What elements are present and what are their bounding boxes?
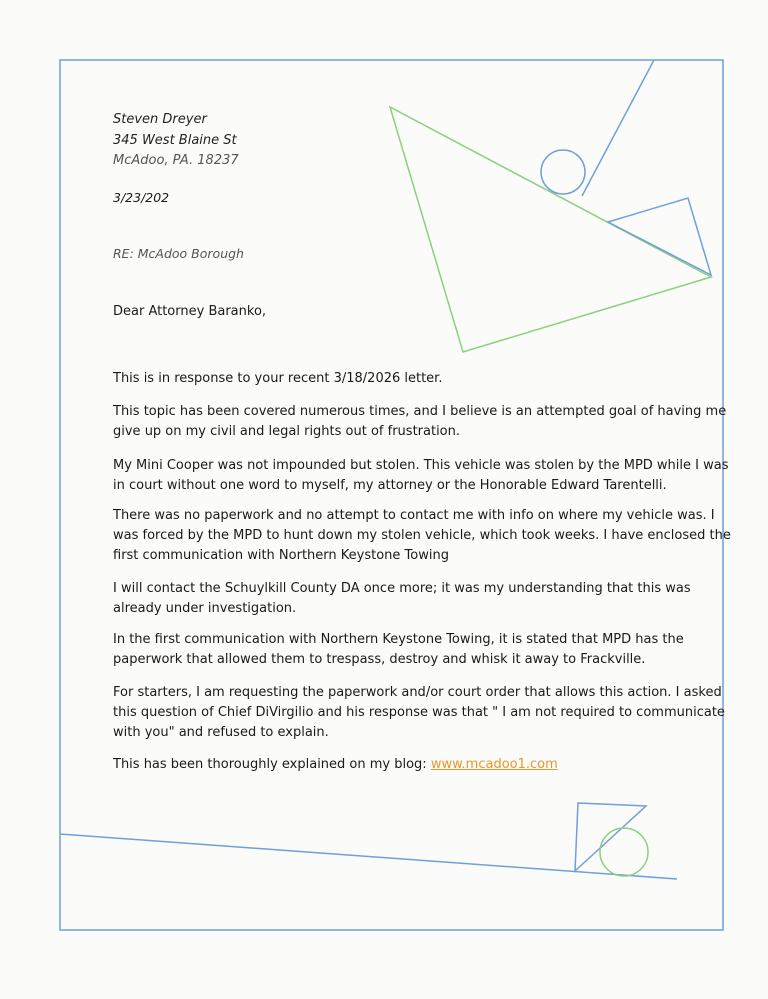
bottom-blue-triangle	[575, 803, 646, 871]
paragraph-7	[113, 683, 725, 743]
salutation: Dear Attorney Baranko,	[113, 304, 267, 319]
paragraph-line: I will contact the Schuylkill County DA once more; it was my understanding that this was	[113, 581, 691, 596]
paragraph-line: already under investigation.	[113, 601, 297, 616]
blue-circle	[541, 150, 585, 194]
paragraph-line: In the first communication with Northern Keystone Towing, it is stated that MPD has the	[113, 632, 684, 647]
letter-date: 3/23/202	[113, 190, 170, 205]
paragraph-line: this question of Chief DiVirgilio and his response was that " I am not required to communicate	[113, 705, 725, 720]
paragraph-5	[113, 579, 691, 619]
paragraph-6	[113, 630, 684, 670]
sender-street: 345 West Blaine St	[113, 133, 237, 148]
bottom-green-circle	[600, 828, 648, 876]
green-triangle	[390, 107, 711, 352]
diagonal-line-top	[582, 60, 654, 196]
sender-city: McAdoo, PA. 18237	[113, 153, 239, 168]
paragraph-line: There was no paperwork and no attempt to contact me with info on where my vehicle was. I	[113, 508, 715, 523]
re-line: RE: McAdoo Borough	[113, 246, 244, 261]
paragraph-line: paperwork that allowed them to trespass, destroy and whisk it away to Frackville.	[113, 652, 646, 667]
blog-link[interactable]: www.mcadoo1.com	[430, 757, 558, 772]
bottom-slope-line	[60, 834, 677, 879]
paragraph-line: in court without one word to myself, my attorney or the Honorable Edward Tarentelli.	[113, 478, 667, 493]
paragraph-line: My Mini Cooper was not impounded but stolen. This vehicle was stolen by the MPD while I was	[113, 458, 729, 473]
closing-line	[113, 755, 558, 775]
paragraph-2	[113, 402, 727, 442]
paragraph-1	[113, 369, 673, 389]
paragraph-line: first communication with Northern Keystone Towing	[113, 548, 449, 563]
closing-text: This has been thoroughly explained on my blog:	[113, 757, 431, 772]
paragraph-line: This topic has been covered numerous times, and I believe is an attempted goal of having me	[113, 404, 727, 419]
blue-triangle	[608, 198, 711, 275]
paragraph-line: This is in response to your recent 3/18/2026 letter.	[113, 371, 443, 386]
paragraph-line: was forced by the MPD to hunt down my stolen vehicle, which took weeks. I have enclosed the	[113, 528, 731, 543]
sender-name: Steven Dreyer	[113, 112, 207, 127]
paragraph-3	[113, 456, 729, 496]
paragraph-line: with you" and refused to explain.	[113, 725, 329, 740]
paragraph-line: For starters, I am requesting the paperwork and/or court order that allows this action. I asked	[113, 685, 722, 700]
paragraph-line: give up on my civil and legal rights out of frustration.	[113, 424, 461, 439]
paragraph-4	[113, 506, 731, 566]
